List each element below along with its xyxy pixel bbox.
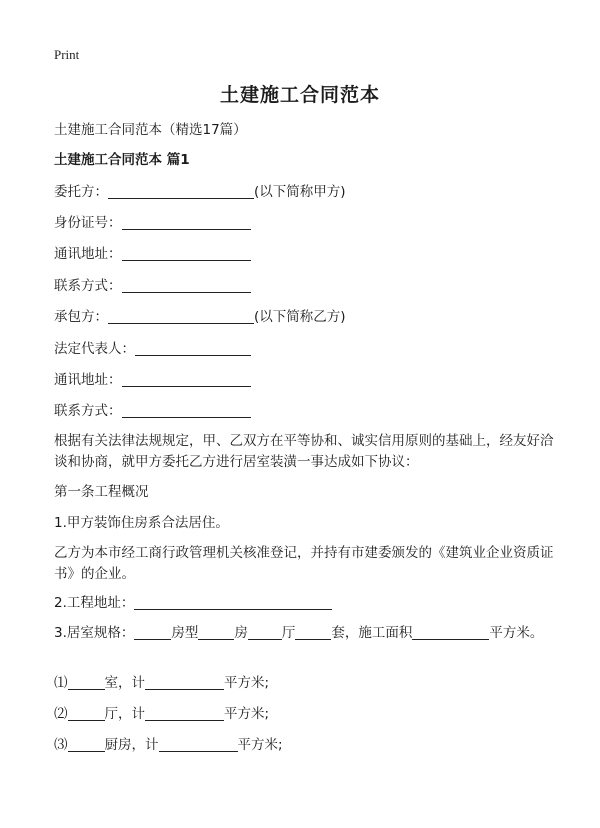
item-2-row [54,594,332,612]
unit-hall: 厅 [281,625,296,641]
document-subtitle: 土建施工合同范本（精选17篇） [54,122,247,138]
sub-item-2-count-blank [68,706,105,721]
address-blank-3 [134,595,332,610]
item-3-row [54,623,554,644]
sub-item-2-area: 平方米; [224,706,270,722]
area-blank [412,625,489,640]
legal-rep-row [54,340,251,358]
id-blank [122,215,251,230]
sub-item-1 [54,674,269,692]
contractor-blank [108,309,254,324]
set-blank [295,625,331,640]
sub-item-1-area-blank [145,675,224,690]
sub-item-3-num: ⑶ [54,737,68,753]
contact-label-1: 联系方式： [54,278,122,294]
unit-room-type: 房型 [171,625,199,641]
item-1: 1.甲方装饰住房系合法居住。 [54,515,229,531]
sub-item-3-area-blank [159,737,238,752]
legal-rep-label: 法定代表人： [54,341,135,357]
article-1-heading: 第一条工程概况 [54,484,149,500]
unit-room: 房 [234,625,248,641]
unit-set: 套，施工面积 [331,625,413,641]
contact-blank-1 [122,278,251,293]
sub-item-2 [54,705,269,723]
section-heading: 土建施工合同范本 篇1 [54,152,190,168]
sub-item-1-count-blank [68,675,105,690]
client-row [54,183,346,201]
sub-item-1-area: 平方米; [224,675,270,691]
sub-item-2-num: ⑵ [54,706,68,722]
print-link[interactable]: Print [54,47,80,62]
sub-item-2-unit: 厅，计 [104,706,145,722]
contact-row-1 [54,277,251,295]
address-label-1: 通讯地址： [54,246,122,262]
contractor-row [54,308,346,326]
address-label-2: 通讯地址： [54,372,122,388]
hall-blank [248,625,282,640]
address-blank-2 [122,372,251,387]
contractor-label: 承包方： [54,309,108,325]
contact-blank-2 [122,403,251,418]
address-blank-1 [122,246,251,261]
item-1-note: 乙方为本市经工商行政管理机关核准登记，并持有市建委颁发的《建筑业企业资质证书》的企业。 [54,545,554,582]
client-suffix: (以下简称甲方) [254,184,346,200]
id-label: 身份证号： [54,215,122,231]
sub-item-1-unit: 室，计 [104,675,145,691]
sub-item-1-num: ⑴ [54,675,68,691]
address-row-1 [54,245,251,263]
legal-rep-blank [135,341,251,356]
contractor-suffix: (以下简称乙方) [254,309,346,325]
intro-paragraph: 根据有关法律法规规定，甲、乙双方在平等协和、诚实信用原则的基础上，经友好洽谈和协商，就甲方委托乙方进行居室装潢一事达成如下协议： [54,433,554,470]
client-label: 委托方： [54,184,108,200]
unit-sqm: 平方米。 [489,625,544,641]
item-3-prefix: 3.居室规格： [54,625,135,641]
sub-item-3 [54,736,283,754]
id-row [54,214,251,232]
item-2-label: 2.工程地址： [54,595,135,611]
room-blank [198,625,234,640]
contact-row-2 [54,402,251,420]
sub-item-3-count-blank [68,737,105,752]
contact-label-2: 联系方式： [54,403,122,419]
document-title: 土建施工合同范本 [219,84,380,106]
address-row-2 [54,371,251,389]
sub-item-3-unit: 厨房，计 [104,737,159,753]
sub-item-2-area-blank [145,706,224,721]
sub-item-3-area: 平方米; [237,737,283,753]
client-blank [108,184,254,199]
room-type-blank [134,625,171,640]
